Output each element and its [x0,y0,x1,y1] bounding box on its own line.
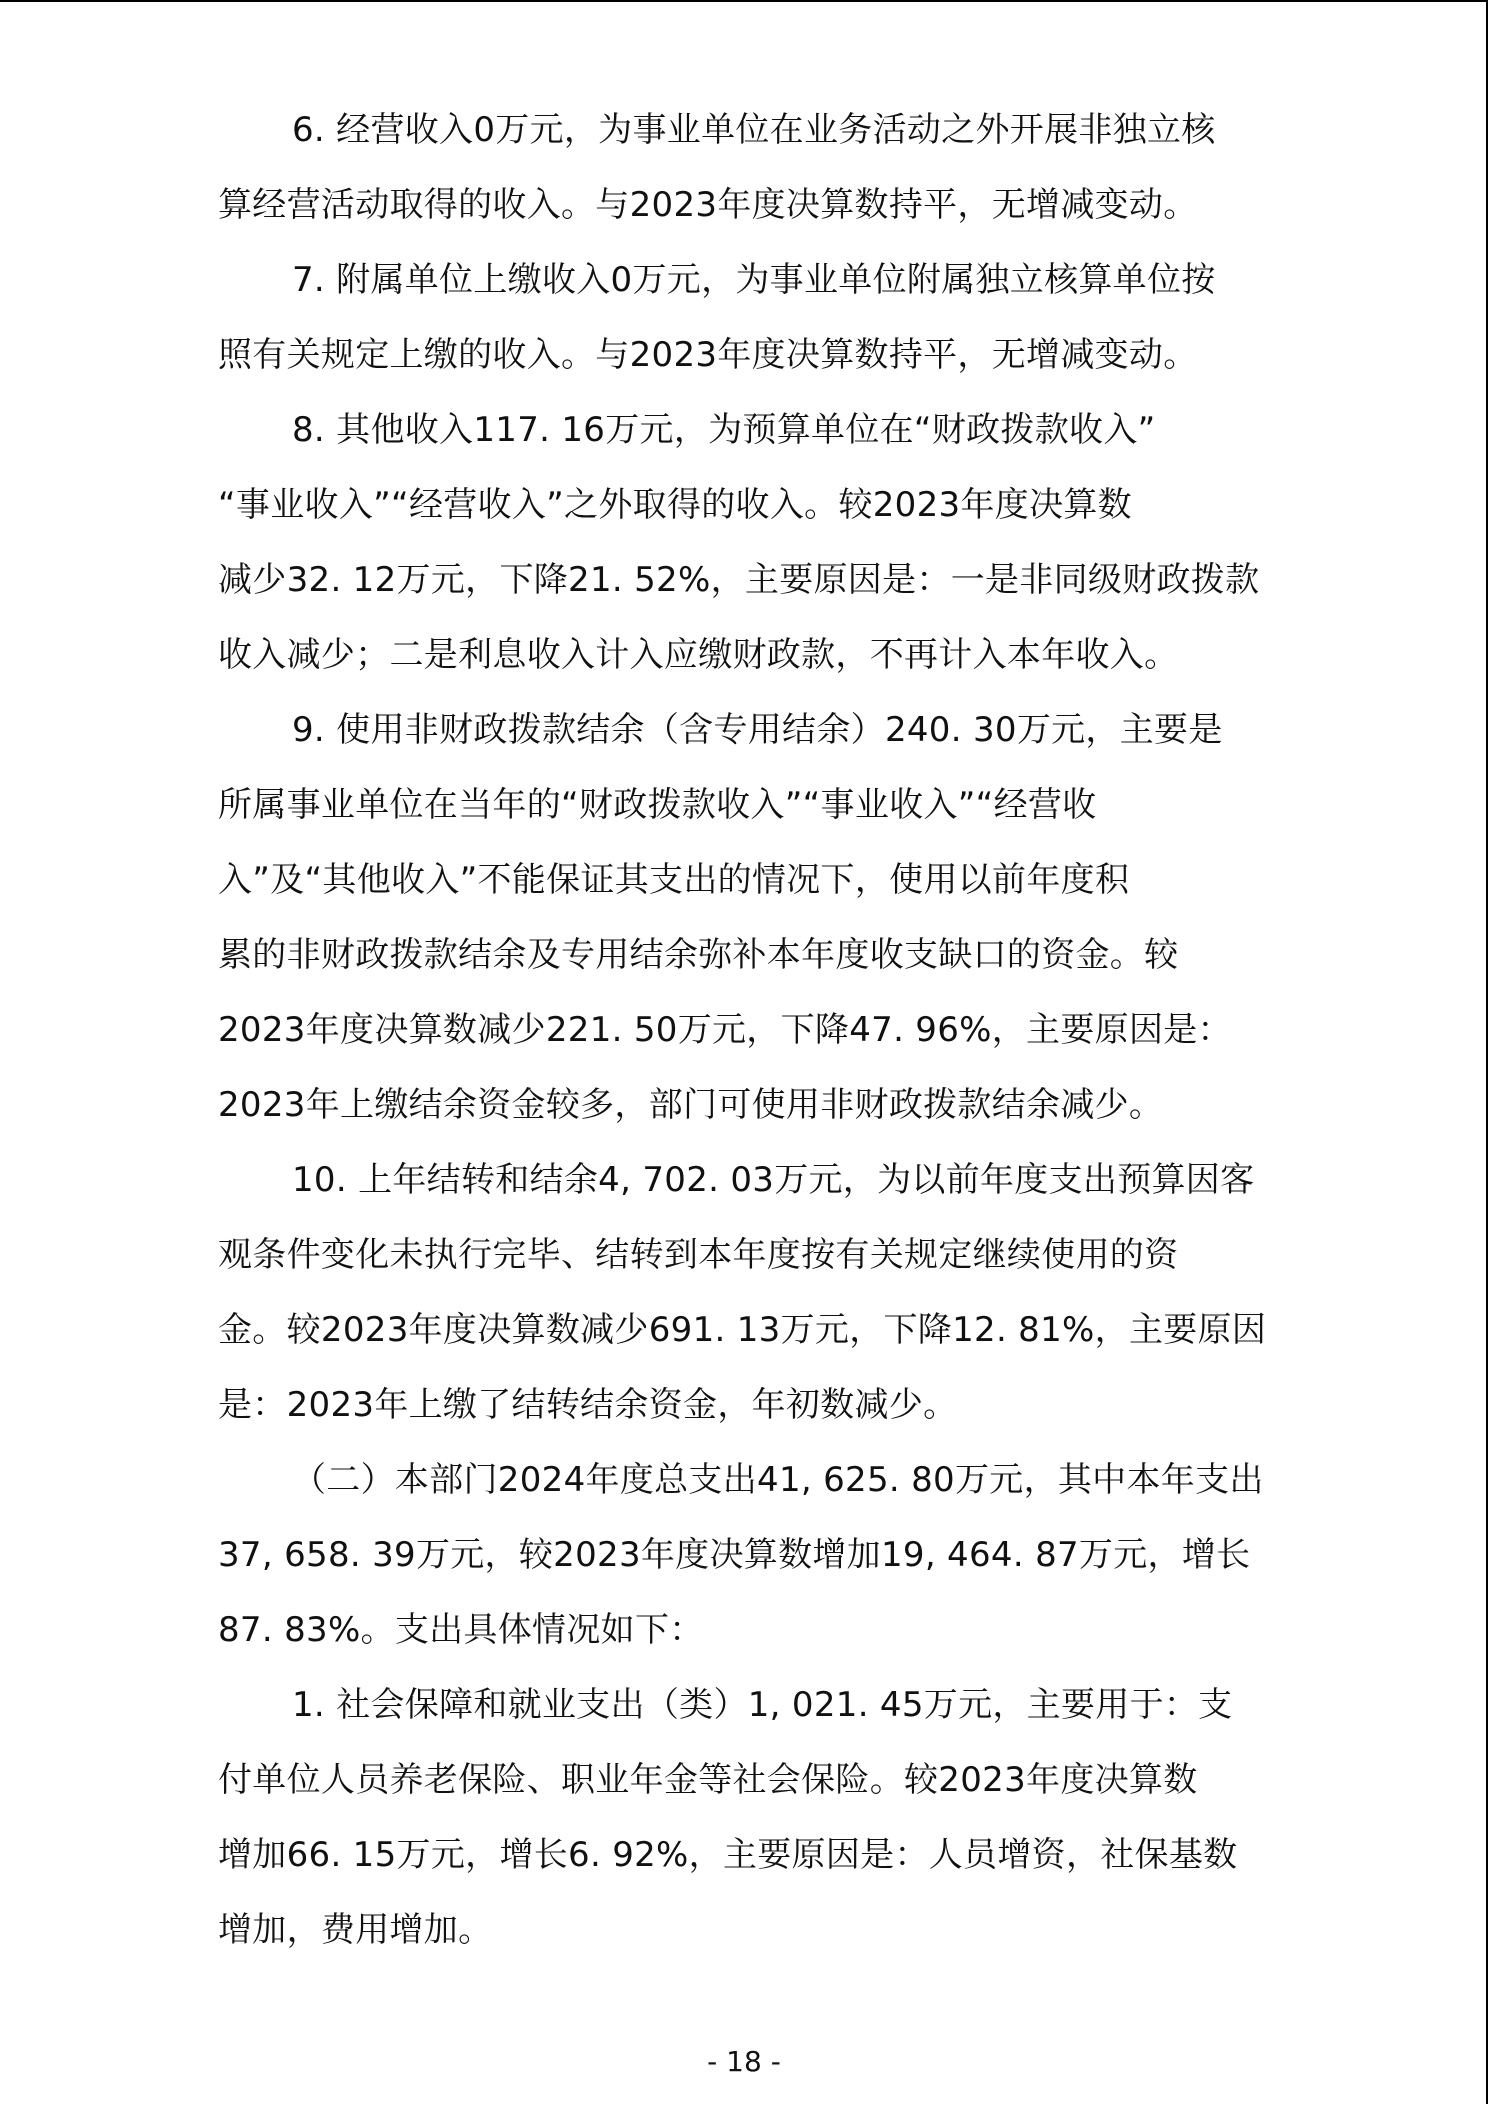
text-line: 增加，费用增加。 [218,1910,493,1950]
text-line: 减少32. 12万元，下降21. 52%，主要原因是：一是非同级财政拨款 [218,560,1260,600]
text-line: 所属事业单位在当年的“财政拨款收入”“事业收入”“经营收 [218,785,1097,825]
text-line: 照有关规定上缴的收入。与2023年度决算数持平，无增减变动。 [218,335,1198,375]
text-line: 金。较2023年度决算数减少691. 13万元，下降12. 81%，主要原因 [218,1310,1267,1350]
text-line: 10. 上年结转和结余4, 702. 03万元，为以前年度支出预算因客 [292,1160,1255,1200]
page-number: - 18 - [707,2045,781,2078]
text-line: 87. 83%。支出具体情况如下： [218,1610,704,1650]
text-line: （二）本部门2024年度总支出41, 625. 80万元，其中本年支出 [292,1460,1264,1500]
text-line: 收入减少；二是利息收入计入应缴财政款，不再计入本年收入。 [218,635,1179,675]
text-line: 9. 使用非财政拨款结余（含专用结余）240. 30万元，主要是 [292,710,1223,750]
text-line: 算经营活动取得的收入。与2023年度决算数持平，无增减变动。 [218,185,1198,225]
text-line: 6. 经营收入0万元，为事业单位在业务活动之外开展非独立核 [292,110,1216,150]
text-line: 观条件变化未执行完毕、结转到本年度按有关规定继续使用的资 [218,1235,1179,1275]
text-line: 1. 社会保障和就业支出（类）1, 021. 45万元，主要用于：支 [292,1685,1233,1725]
text-line: 2023年上缴结余资金较多，部门可使用非财政拨款结余减少。 [218,1085,1164,1125]
text-line: 37, 658. 39万元，较2023年度决算数增加19, 464. 87万元，增长 [218,1535,1251,1575]
text-line: 2023年度决算数减少221. 50万元，下降47. 96%，主要原因是： [218,1010,1232,1050]
text-line: 是：2023年上缴了结转结余资金，年初数减少。 [218,1385,958,1425]
text-line: 8. 其他收入117. 16万元，为预算单位在“财政拨款收入” [292,410,1156,450]
text-line: 7. 附属单位上缴收入0万元，为事业单位附属独立核算单位按 [292,260,1216,300]
text-line: “事业收入”“经营收入”之外取得的收入。较2023年度决算数 [218,485,1132,525]
text-line: 增加66. 15万元，增长6. 92%，主要原因是：人员增资，社保基数 [218,1835,1238,1875]
text-line: 入”及“其他收入”不能保证其支出的情况下，使用以前年度积 [218,860,1130,900]
text-line: 付单位人员养老保险、职业年金等社会保险。较2023年度决算数 [218,1760,1198,1800]
text-line: 累的非财政拨款结余及专用结余弥补本年度收支缺口的资金。较 [218,935,1179,975]
